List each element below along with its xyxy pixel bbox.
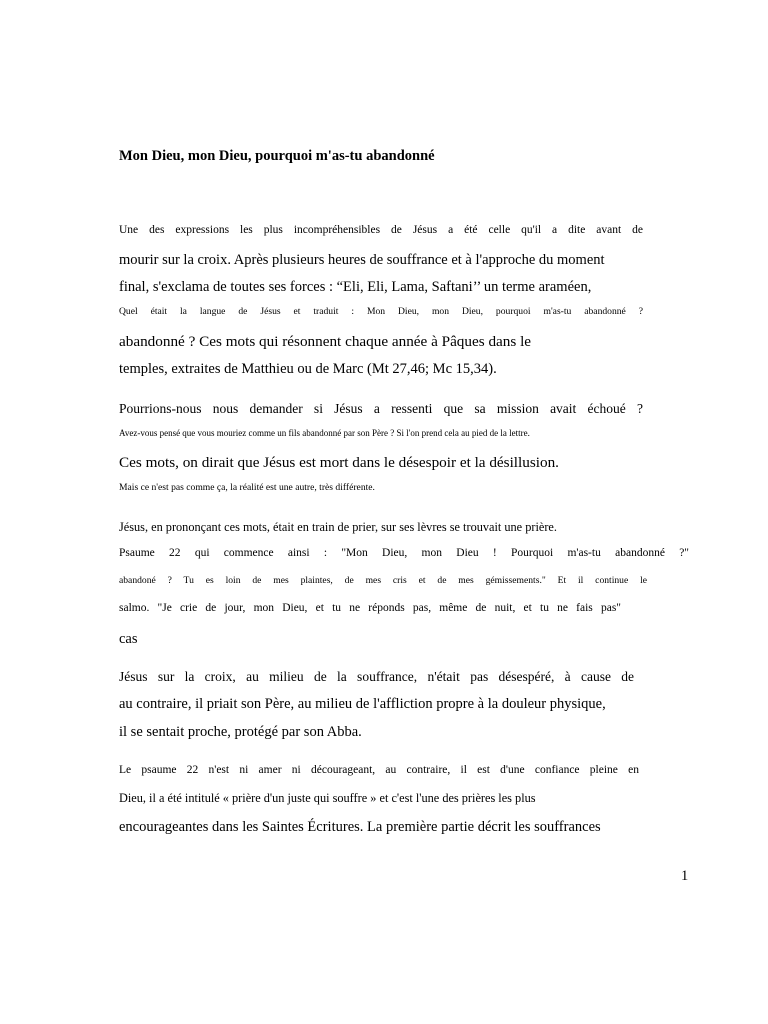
text-line: salmo. "Je crie de jour, mon Dieu, et tu ne réponds pas, même de nuit, et tu ne fais pas"	[119, 602, 621, 614]
text-line: encourageantes dans les Saintes Écritures. La première partie décrit les souffrances	[119, 819, 601, 835]
text-line: Avez-vous pensé que vous mouriez comme un fils abandonné par son Père ? Si l'on prend cela au pied de la lettre.	[119, 428, 530, 438]
text-line: Jésus, en prononçant ces mots, était en train de prier, sur ses lèvres se trouvait une prière.	[119, 520, 557, 534]
text-line: Une des expressions les plus incompréhensibles de Jésus a été celle qu'il a dite avant de	[119, 224, 643, 236]
text-line: mourir sur la croix. Après plusieurs heures de souffrance et à l'approche du moment	[119, 252, 605, 268]
text-line: temples, extraites de Matthieu ou de Marc (Mt 27,46; Mc 15,34).	[119, 361, 497, 377]
text-line: Dieu, il a été intitulé « prière d'un juste qui souffre » et c'est l'une des prières les plus	[119, 791, 536, 805]
text-line: Quel était la langue de Jésus et traduit : Mon Dieu, mon Dieu, pourquoi m'as-tu abandonné ?	[119, 306, 643, 317]
text-line: cas	[119, 631, 138, 647]
text-line: Psaume 22 qui commence ainsi : "Mon Dieu, mon Dieu ! Pourquoi m'as-tu abandonné ?"	[119, 547, 689, 559]
page-number: 1	[681, 868, 689, 884]
text-line: Le psaume 22 n'est ni amer ni décourageant, au contraire, il est d'une confiance pleine en	[119, 764, 639, 776]
text-line: il se sentait proche, protégé par son Abba.	[119, 724, 362, 740]
text-line: au contraire, il priait son Père, au milieu de l'affliction propre à la douleur physique,	[119, 696, 606, 712]
text-line: Ces mots, on dirait que Jésus est mort dans le désespoir et la désillusion.	[119, 454, 559, 471]
text-line: abandoné ? Tu es loin de mes plaintes, de mes cris et de mes gémissements." Et il continue le	[119, 575, 647, 586]
text-line: Pourrions-nous nous demander si Jésus a ressenti que sa mission avait échoué ?	[119, 401, 643, 416]
text-line: Mais ce n'est pas comme ça, la réalité est une autre, très différente.	[119, 482, 375, 493]
text-line: abandonné ? Ces mots qui résonnent chaque année à Pâques dans le	[119, 333, 532, 350]
text-line: final, s'exclama de toutes ses forces : “Eli, Eli, Lama, Saftani’’ un terme araméen,	[119, 279, 592, 295]
document-title: Mon Dieu, mon Dieu, pourquoi m'as-tu abandonné	[119, 148, 435, 164]
text-line: Jésus sur la croix, au milieu de la souffrance, n'était pas désespéré, à cause de	[119, 669, 634, 684]
